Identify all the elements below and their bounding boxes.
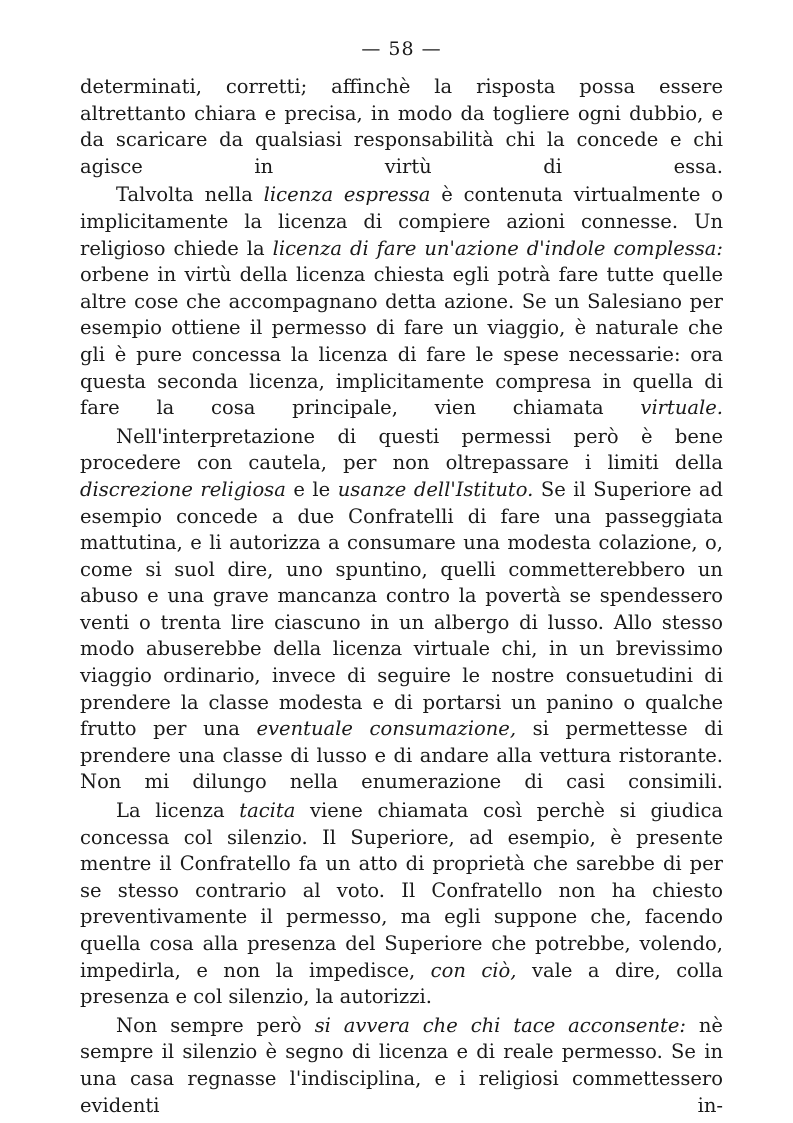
paragraph-continuation <box>80 74 723 180</box>
italic-text-run: tacita <box>239 799 296 823</box>
text-run: orbene in virtù della licenza chiesta egli potrà fare tutte quelle altre cose che accompagnano detta azione. Se un Salesiano per esempio ottiene il permesso di fare un viaggio, è naturale che gli è pure concessa la licenza di fare le spese necessarie: ora questa seconda licenza, implicitamente compresa in quella di fare la cosa principale, vien chiamata <box>80 263 723 420</box>
paragraph-licenza-espressa <box>80 182 723 421</box>
text-run: è contenuta virtualmente o implicitamente la licenza di compiere azioni connesse. Un religioso chiede la <box>80 183 724 260</box>
page-number: — 58 — <box>361 38 442 60</box>
body-text <box>80 74 723 1119</box>
italic-text-run: discrezione religiosa <box>80 477 286 501</box>
italic-text-run: virtuale. <box>640 396 723 420</box>
text-run: e le <box>285 477 338 501</box>
italic-text-run: eventuale consumazione, <box>256 717 517 741</box>
text-run: si permettesse di prendere una classe di lusso e di andare alla vettura ristorante. Non mi dilungo nella enumerazione di casi consimili. <box>80 717 723 794</box>
text-run: Talvolta nella <box>116 183 264 207</box>
text-run: vale a dire, colla presenza e col silenzio, la autorizzi. <box>80 958 723 1009</box>
text-run: determinati, corretti; affinchè la risposta possa essere altrettanto chiara e precisa, in modo da togliere ogni dubbio, e da scaricare da qualsiasi responsabilità chi la concede e chi agisce in virtù di essa. <box>80 75 723 178</box>
italic-text-run: usanze dell'Istituto. <box>337 477 534 501</box>
text-run: Nell'interpretazione di questi permessi però è bene procedere con cautela, per non oltrepassare i limiti della <box>80 424 723 475</box>
paragraph-silenzio <box>80 1013 723 1119</box>
text-run: Se il Superiore ad esempio concede a due Confratelli di fare una passeggiata mattutina, e li autorizza a consumare una modesta colazione, o, come si suol dire, uno spuntino, quelli commetterebbero un abuso e una grave mancanza contro la povertà se spendessero venti o trenta lire ciascuno in un albergo di lusso. Allo stesso modo abuserebbe della licenza virtuale chi, in un brevissimo viaggio ordinario, invece di seguire le nostre consuetudini di prendere la classe modesta e di portarsi un panino o qualche frutto per una <box>80 477 724 741</box>
text-run: nè sempre il silenzio è segno di licenza e di reale permesso. Se in una casa regnasse l'indisciplina, e i religiosi commettessero evidenti in- <box>80 1013 723 1117</box>
text-run: viene chiamata così perchè si giudica concessa col silenzio. Il Superiore, ad esempio, è presente mentre il Confratello fa un atto di proprietà che sarebbe di per se stesso contrario al voto. Il Confratello non ha chiesto preventivamente il permesso, ma egli suppone che, facendo quella cosa alla presenza del Superiore che potrebbe, volendo, impedirla, e non la impedisce, <box>80 799 723 982</box>
italic-text-run: si avvera che chi tace acconsente: <box>314 1013 686 1037</box>
text-run: La licenza <box>116 799 240 823</box>
italic-text-run: con ciò, <box>430 958 517 982</box>
italic-text-run: licenza di fare un'azione d'indole complessa: <box>272 236 723 260</box>
text-run: Non sempre però <box>116 1013 315 1037</box>
italic-text-run: licenza espressa <box>263 183 431 207</box>
paragraph-licenza-tacita <box>80 798 723 1011</box>
paragraph-interpretazione <box>80 424 723 796</box>
